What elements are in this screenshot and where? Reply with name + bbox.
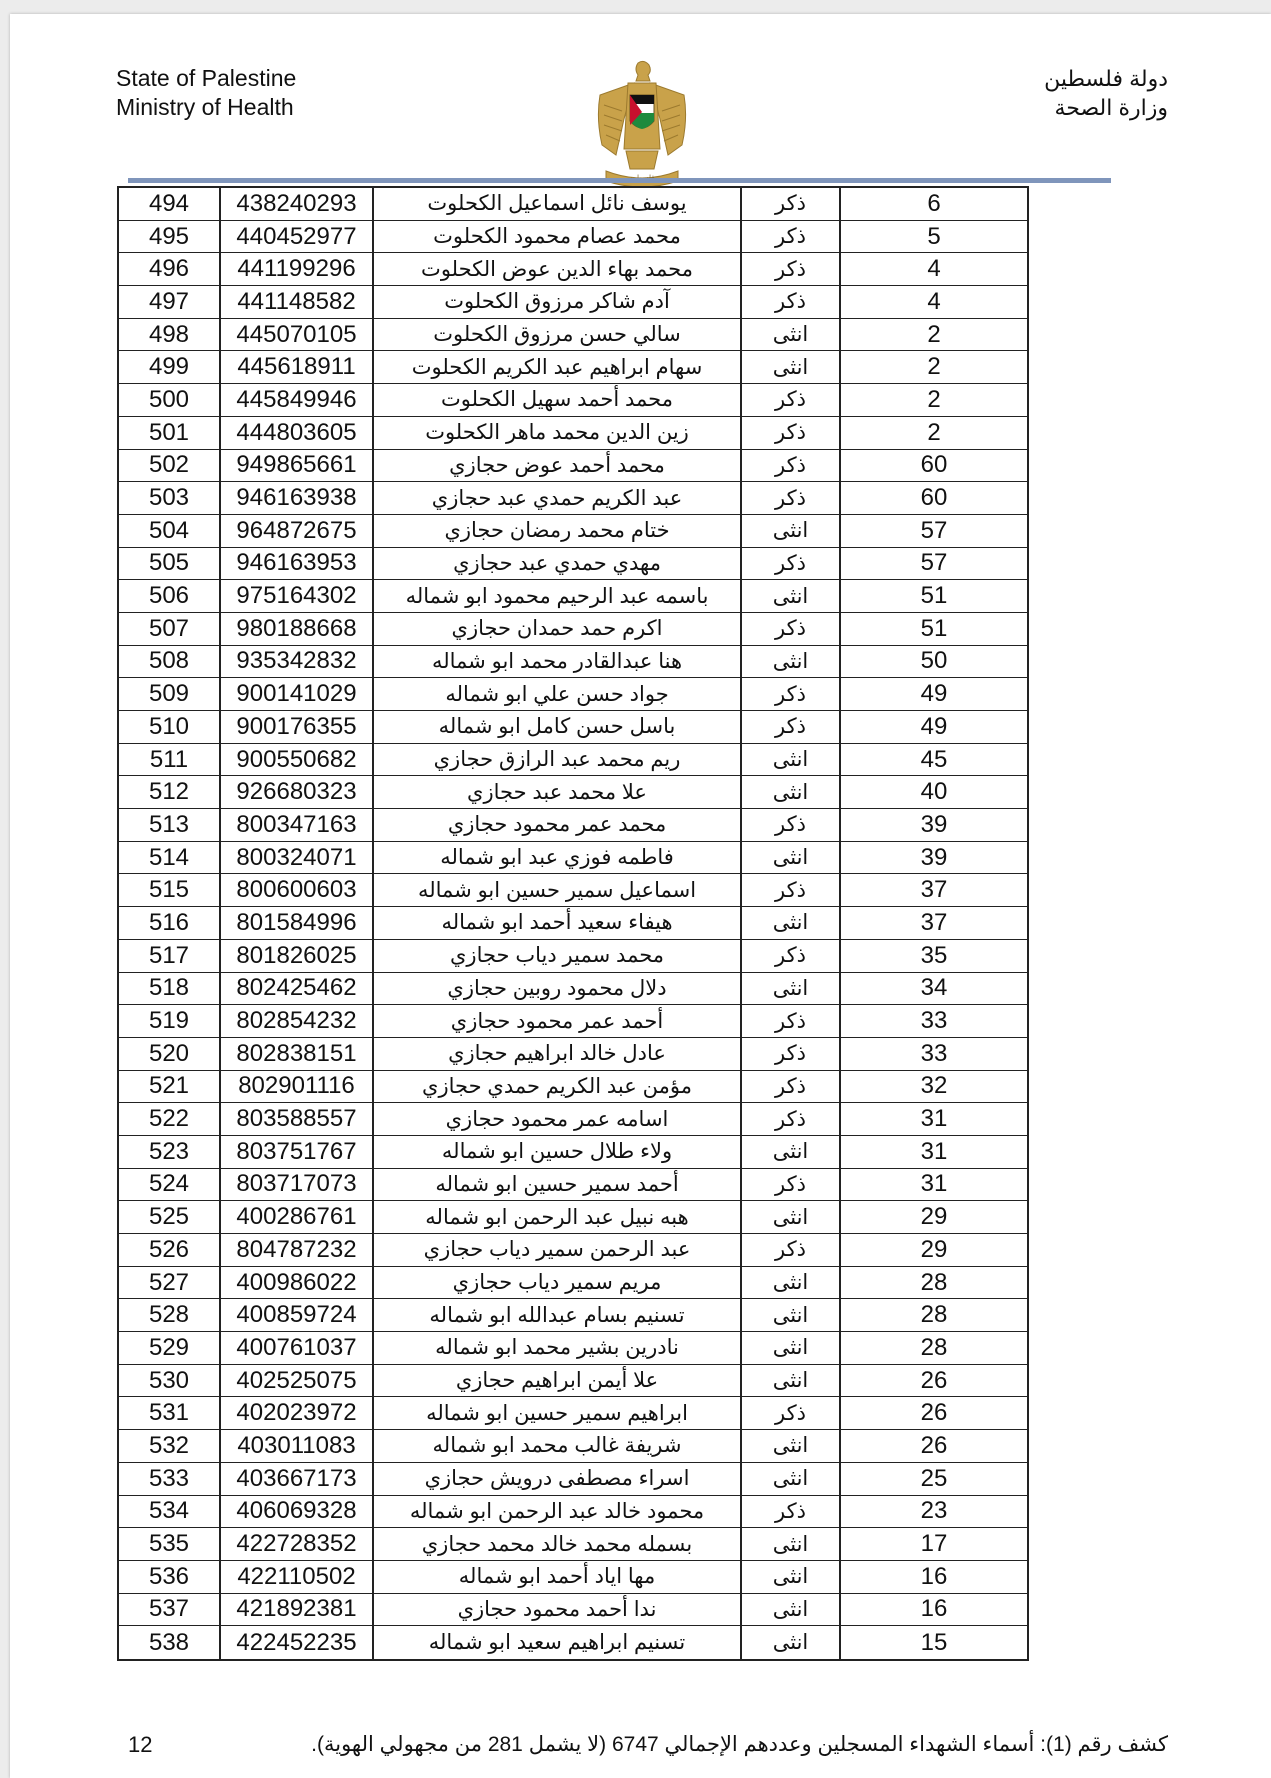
age-cell: 33 [920, 1007, 948, 1035]
gender-cell: ذكر [742, 940, 841, 972]
full-name-cell: يوسف نائل اسماعيل الكحلوت [374, 188, 742, 220]
age-cell: 50 [920, 647, 948, 675]
id-number-cell: 900176355 [221, 711, 374, 743]
id-number-cell: 800600603 [221, 874, 374, 906]
id-number-cell: 964872675 [221, 515, 374, 547]
age-cell: 49 [920, 712, 948, 740]
row-number-cell: 504 [119, 515, 221, 547]
gender-cell: انثى [742, 1528, 841, 1560]
gender-cell: ذكر [742, 874, 841, 906]
full-name-cell: اسماعيل سمير حسين ابو شماله [374, 874, 742, 906]
row-number-cell: 517 [119, 940, 221, 972]
gender-cell: ذكر [742, 450, 841, 482]
gender-cell: انثى [742, 1463, 841, 1495]
age-cell: 29 [920, 1203, 948, 1231]
age-cell: 37 [920, 908, 948, 936]
age-cell: 2 [927, 385, 941, 413]
id-number-cell: 980188668 [221, 613, 374, 645]
header-arabic [1044, 64, 1168, 122]
row-number-cell: 503 [119, 482, 221, 514]
age-cell: 49 [920, 680, 948, 708]
gender-cell: ذكر [742, 188, 841, 220]
full-name-cell: سالي حسن مرزوق الكحلوت [374, 319, 742, 351]
gender-cell: انثى [742, 319, 841, 351]
id-number-cell: 935342832 [221, 646, 374, 678]
id-number-cell: 804787232 [221, 1234, 374, 1266]
row-number-cell: 526 [119, 1234, 221, 1266]
row-number-cell: 537 [119, 1594, 221, 1626]
gender-cell: ذكر [742, 809, 841, 841]
full-name-cell: ريم محمد عبد الرازق حجازي [374, 744, 742, 776]
row-number-cell: 509 [119, 678, 221, 710]
table-row [119, 1496, 1027, 1529]
id-number-cell: 402525075 [221, 1365, 374, 1397]
age-cell: 28 [920, 1333, 948, 1361]
age-cell: 32 [920, 1072, 948, 1100]
full-name-cell: فاطمه فوزي عبد ابو شماله [374, 842, 742, 874]
row-number-cell: 530 [119, 1365, 221, 1397]
full-name-cell: بسمله محمد خالد محمد حجازي [374, 1528, 742, 1560]
row-number-cell: 507 [119, 613, 221, 645]
age-cell: 37 [920, 876, 948, 904]
table-row [119, 253, 1027, 286]
full-name-cell: محمد سمير دياب حجازي [374, 940, 742, 972]
table-row [119, 842, 1027, 875]
table-row [119, 1169, 1027, 1202]
row-number-cell: 508 [119, 646, 221, 678]
age-cell: 4 [927, 255, 941, 283]
age-cell: 31 [920, 1105, 948, 1133]
gender-cell: ذكر [742, 613, 841, 645]
full-name-cell: ندا أحمد محمود حجازي [374, 1594, 742, 1626]
table-row [119, 874, 1027, 907]
age-cell: 26 [920, 1399, 948, 1427]
row-number-cell: 519 [119, 1005, 221, 1037]
row-number-cell: 513 [119, 809, 221, 841]
row-number-cell: 536 [119, 1561, 221, 1593]
id-number-cell: 400986022 [221, 1267, 374, 1299]
age-cell: 40 [920, 778, 948, 806]
id-number-cell: 803717073 [221, 1169, 374, 1201]
full-name-cell: محمد بهاء الدين عوض الكحلوت [374, 253, 742, 285]
row-number-cell: 511 [119, 744, 221, 776]
full-name-cell: هبه نبيل عبد الرحمن ابو شماله [374, 1201, 742, 1233]
table-row [119, 548, 1027, 581]
table-row [119, 1201, 1027, 1234]
full-name-cell: علا أيمن ابراهيم حجازي [374, 1365, 742, 1397]
id-number-cell: 440452977 [221, 221, 374, 253]
age-cell: 25 [920, 1464, 948, 1492]
full-name-cell: مهدي حمدي عبد حجازي [374, 548, 742, 580]
table-row [119, 1528, 1027, 1561]
gender-cell: انثى [742, 515, 841, 547]
gender-cell: ذكر [742, 1169, 841, 1201]
id-number-cell: 801584996 [221, 907, 374, 939]
table-row [119, 1397, 1027, 1430]
row-number-cell: 527 [119, 1267, 221, 1299]
table-row [119, 1594, 1027, 1627]
id-number-cell: 403667173 [221, 1463, 374, 1495]
full-name-cell: تسنيم بسام عبدالله ابو شماله [374, 1299, 742, 1331]
gender-cell: ذكر [742, 1103, 841, 1135]
row-number-cell: 534 [119, 1496, 221, 1528]
id-number-cell: 802838151 [221, 1038, 374, 1070]
gender-cell: انثى [742, 907, 841, 939]
gender-cell: انثى [742, 744, 841, 776]
row-number-cell: 494 [119, 188, 221, 220]
id-number-cell: 422110502 [221, 1561, 374, 1593]
gender-cell: انثى [742, 1136, 841, 1168]
id-number-cell: 801826025 [221, 940, 374, 972]
id-number-cell: 445849946 [221, 384, 374, 416]
id-number-cell: 400859724 [221, 1299, 374, 1331]
row-number-cell: 520 [119, 1038, 221, 1070]
gender-cell: ذكر [742, 253, 841, 285]
full-name-cell: زين الدين محمد ماهر الكحلوت [374, 417, 742, 449]
row-number-cell: 524 [119, 1169, 221, 1201]
row-number-cell: 497 [119, 286, 221, 318]
header-state-ar: دولة فلسطين [1044, 66, 1168, 91]
full-name-cell: مها اياد أحمد ابو شماله [374, 1561, 742, 1593]
table-row [119, 384, 1027, 417]
id-number-cell: 422452235 [221, 1626, 374, 1659]
full-name-cell: محمود خالد عبد الرحمن ابو شماله [374, 1496, 742, 1528]
full-name-cell: تسنيم ابراهيم سعيد ابو شماله [374, 1626, 742, 1659]
id-number-cell: 802425462 [221, 973, 374, 1005]
id-number-cell: 441199296 [221, 253, 374, 285]
age-cell: 2 [927, 320, 941, 348]
row-number-cell: 522 [119, 1103, 221, 1135]
row-number-cell: 518 [119, 973, 221, 1005]
row-number-cell: 516 [119, 907, 221, 939]
gender-cell: انثى [742, 1299, 841, 1331]
age-cell: 39 [920, 843, 948, 871]
id-number-cell: 802901116 [221, 1071, 374, 1103]
id-number-cell: 400286761 [221, 1201, 374, 1233]
id-number-cell: 403011083 [221, 1430, 374, 1462]
row-number-cell: 505 [119, 548, 221, 580]
row-number-cell: 496 [119, 253, 221, 285]
age-cell: 51 [920, 582, 948, 610]
age-cell: 26 [920, 1366, 948, 1394]
age-cell: 15 [920, 1628, 948, 1656]
id-number-cell: 422728352 [221, 1528, 374, 1560]
age-cell: 35 [920, 941, 948, 969]
table-row [119, 319, 1027, 352]
gender-cell: انثى [742, 1201, 841, 1233]
id-number-cell: 949865661 [221, 450, 374, 482]
full-name-cell: ولاء طلال حسين ابو شماله [374, 1136, 742, 1168]
full-name-cell: محمد عصام محمود الكحلوت [374, 221, 742, 253]
row-number-cell: 501 [119, 417, 221, 449]
age-cell: 28 [920, 1301, 948, 1329]
gender-cell: ذكر [742, 1234, 841, 1266]
age-cell: 51 [920, 614, 948, 642]
table-row [119, 1332, 1027, 1365]
row-number-cell: 512 [119, 776, 221, 808]
table-row [119, 646, 1027, 679]
gender-cell: انثى [742, 1594, 841, 1626]
age-cell: 60 [920, 484, 948, 512]
table-row [119, 221, 1027, 254]
id-number-cell: 444803605 [221, 417, 374, 449]
table-row [119, 678, 1027, 711]
table-row [119, 776, 1027, 809]
id-number-cell: 803751767 [221, 1136, 374, 1168]
gender-cell: ذكر [742, 286, 841, 318]
row-number-cell: 500 [119, 384, 221, 416]
header-state-en: State of Palestine [116, 65, 297, 91]
age-cell: 57 [920, 549, 948, 577]
full-name-cell: سهام ابراهيم عبد الكريم الكحلوت [374, 351, 742, 383]
gender-cell: انثى [742, 646, 841, 678]
gender-cell: انثى [742, 842, 841, 874]
full-name-cell: عادل خالد ابراهيم حجازي [374, 1038, 742, 1070]
full-name-cell: عبد الكريم حمدي عبد حجازي [374, 482, 742, 514]
gender-cell: ذكر [742, 384, 841, 416]
gender-cell: انثى [742, 351, 841, 383]
full-name-cell: جواد حسن علي ابو شماله [374, 678, 742, 710]
gender-cell: انثى [742, 973, 841, 1005]
id-number-cell: 946163938 [221, 482, 374, 514]
gender-cell: ذكر [742, 1038, 841, 1070]
full-name-cell: محمد أحمد سهيل الكحلوت [374, 384, 742, 416]
age-cell: 6 [927, 189, 941, 217]
full-name-cell: عبد الرحمن سمير دياب حجازي [374, 1234, 742, 1266]
age-cell: 57 [920, 516, 948, 544]
id-number-cell: 802854232 [221, 1005, 374, 1037]
header-english [116, 64, 296, 122]
full-name-cell: ختام محمد رمضان حجازي [374, 515, 742, 547]
full-name-cell: نادرين بشير محمد ابو شماله [374, 1332, 742, 1364]
table-row [119, 482, 1027, 515]
full-name-cell: باسل حسن كامل ابو شماله [374, 711, 742, 743]
gender-cell: انثى [742, 1267, 841, 1299]
full-name-cell: باسمه عبد الرحيم محمود ابو شماله [374, 580, 742, 612]
age-cell: 16 [920, 1595, 948, 1623]
row-number-cell: 523 [119, 1136, 221, 1168]
gender-cell: انثى [742, 1561, 841, 1593]
full-name-cell: هنا عبدالقادر محمد ابو شماله [374, 646, 742, 678]
gender-cell: ذكر [742, 1005, 841, 1037]
table-row [119, 809, 1027, 842]
gender-cell: ذكر [742, 221, 841, 253]
full-name-cell: أحمد سمير حسين ابو شماله [374, 1169, 742, 1201]
table-row [119, 907, 1027, 940]
gender-cell: انثى [742, 1365, 841, 1397]
table-row [119, 1038, 1027, 1071]
gender-cell: ذكر [742, 417, 841, 449]
table-row [119, 1005, 1027, 1038]
age-cell: 31 [920, 1170, 948, 1198]
id-number-cell: 800324071 [221, 842, 374, 874]
table-row [119, 450, 1027, 483]
table-row [119, 1071, 1027, 1104]
table-row [119, 1234, 1027, 1267]
header-divider [128, 178, 1111, 183]
gender-cell: انثى [742, 1430, 841, 1462]
id-number-cell: 800347163 [221, 809, 374, 841]
gender-cell: ذكر [742, 548, 841, 580]
header-ministry-en: Ministry of Health [116, 94, 294, 120]
age-cell: 17 [920, 1530, 948, 1558]
full-name-cell: اسامه عمر محمود حجازي [374, 1103, 742, 1135]
full-name-cell: اكرم حمد حمدان حجازي [374, 613, 742, 645]
id-number-cell: 406069328 [221, 1496, 374, 1528]
full-name-cell: مؤمن عبد الكريم حمدي حجازي [374, 1071, 742, 1103]
row-number-cell: 510 [119, 711, 221, 743]
gender-cell: انثى [742, 776, 841, 808]
age-cell: 45 [920, 745, 948, 773]
full-name-cell: محمد عمر محمود حجازي [374, 809, 742, 841]
row-number-cell: 532 [119, 1430, 221, 1462]
table-row [119, 351, 1027, 384]
age-cell: 2 [927, 418, 941, 446]
gender-cell: ذكر [742, 1496, 841, 1528]
age-cell: 2 [927, 353, 941, 381]
row-number-cell: 529 [119, 1332, 221, 1364]
gender-cell: انثى [742, 580, 841, 612]
table-row [119, 1561, 1027, 1594]
id-number-cell: 421892381 [221, 1594, 374, 1626]
full-name-cell: أحمد عمر محمود حجازي [374, 1005, 742, 1037]
id-number-cell: 438240293 [221, 188, 374, 220]
table-caption: كشف رقم (1): أسماء الشهداء المسجلين وعددهم الإجمالي 6747 (لا يشمل 281 من مجهولي الهوية). [311, 1733, 1168, 1756]
full-name-cell: ابراهيم سمير حسين ابو شماله [374, 1397, 742, 1429]
table-row [119, 744, 1027, 777]
age-cell: 31 [920, 1137, 948, 1165]
row-number-cell: 531 [119, 1397, 221, 1429]
age-cell: 34 [920, 974, 948, 1002]
age-cell: 60 [920, 451, 948, 479]
page-number: 12 [128, 1732, 153, 1757]
age-cell: 5 [927, 222, 941, 250]
palestine-eagle-emblem-icon [594, 59, 690, 191]
age-cell: 23 [920, 1497, 948, 1525]
age-cell: 28 [920, 1268, 948, 1296]
table-row [119, 417, 1027, 450]
table-row [119, 188, 1027, 221]
table-row [119, 515, 1027, 548]
gender-cell: ذكر [742, 1397, 841, 1429]
id-number-cell: 445618911 [221, 351, 374, 383]
document-page [10, 14, 1271, 1778]
row-number-cell: 502 [119, 450, 221, 482]
table-row [119, 580, 1027, 613]
age-cell: 39 [920, 810, 948, 838]
gender-cell: ذكر [742, 482, 841, 514]
row-number-cell: 538 [119, 1626, 221, 1659]
row-number-cell: 506 [119, 580, 221, 612]
table-row [119, 1299, 1027, 1332]
id-number-cell: 946163953 [221, 548, 374, 580]
row-number-cell: 498 [119, 319, 221, 351]
full-name-cell: شريفة غالب محمد ابو شماله [374, 1430, 742, 1462]
id-number-cell: 926680323 [221, 776, 374, 808]
id-number-cell: 803588557 [221, 1103, 374, 1135]
full-name-cell: آدم شاكر مرزوق الكحلوت [374, 286, 742, 318]
table-row [119, 1626, 1027, 1659]
id-number-cell: 402023972 [221, 1397, 374, 1429]
table-row [119, 1103, 1027, 1136]
row-number-cell: 535 [119, 1528, 221, 1560]
row-number-cell: 521 [119, 1071, 221, 1103]
row-number-cell: 533 [119, 1463, 221, 1495]
full-name-cell: مريم سمير دياب حجازي [374, 1267, 742, 1299]
id-number-cell: 975164302 [221, 580, 374, 612]
full-name-cell: اسراء مصطفى درويش حجازي [374, 1463, 742, 1495]
full-name-cell: علا محمد عبد حجازي [374, 776, 742, 808]
table-row [119, 1365, 1027, 1398]
full-name-cell: هيفاء سعيد أحمد ابو شماله [374, 907, 742, 939]
id-number-cell: 900550682 [221, 744, 374, 776]
id-number-cell: 441148582 [221, 286, 374, 318]
age-cell: 26 [920, 1431, 948, 1459]
table-row [119, 1463, 1027, 1496]
table-row [119, 940, 1027, 973]
gender-cell: انثى [742, 1626, 841, 1659]
row-number-cell: 515 [119, 874, 221, 906]
table-row [119, 1267, 1027, 1300]
age-cell: 29 [920, 1235, 948, 1263]
id-number-cell: 400761037 [221, 1332, 374, 1364]
row-number-cell: 495 [119, 221, 221, 253]
id-number-cell: 900141029 [221, 678, 374, 710]
row-number-cell: 528 [119, 1299, 221, 1331]
gender-cell: ذكر [742, 1071, 841, 1103]
gender-cell: ذكر [742, 678, 841, 710]
header-ministry-ar: وزارة الصحة [1054, 95, 1168, 120]
row-number-cell: 499 [119, 351, 221, 383]
full-name-cell: دلال محمود روبين حجازي [374, 973, 742, 1005]
full-name-cell: محمد أحمد عوض حجازي [374, 450, 742, 482]
table-row [119, 1430, 1027, 1463]
table-row [119, 1136, 1027, 1169]
table-row [119, 286, 1027, 319]
age-cell: 33 [920, 1039, 948, 1067]
id-number-cell: 445070105 [221, 319, 374, 351]
table-row [119, 973, 1027, 1006]
martyrs-table [117, 186, 1029, 1661]
age-cell: 16 [920, 1562, 948, 1590]
table-row [119, 613, 1027, 646]
age-cell: 4 [927, 287, 941, 315]
gender-cell: ذكر [742, 711, 841, 743]
gender-cell: انثى [742, 1332, 841, 1364]
table-row [119, 711, 1027, 744]
row-number-cell: 514 [119, 842, 221, 874]
row-number-cell: 525 [119, 1201, 221, 1233]
